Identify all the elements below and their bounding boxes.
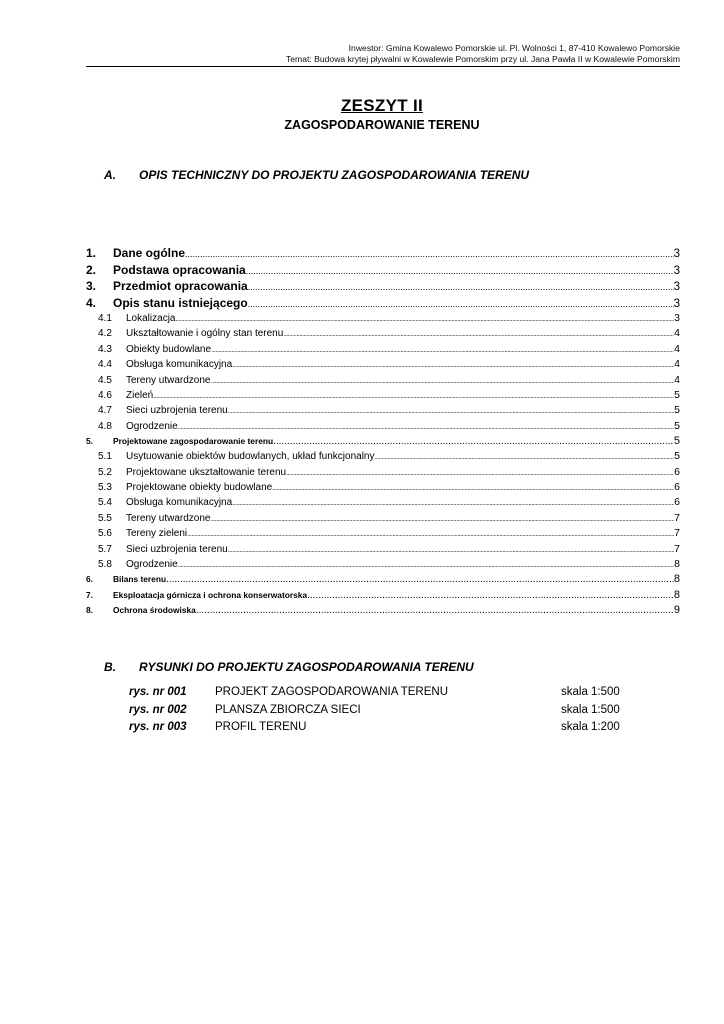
drawing-ref: rys. nr 002 bbox=[129, 703, 187, 716]
toc-entry[interactable] bbox=[86, 589, 680, 604]
toc-entry-page: 3 bbox=[673, 248, 680, 260]
toc-entry-number: 1. bbox=[86, 246, 97, 260]
drawing-name: PROFIL TERENU bbox=[215, 721, 307, 733]
toc-entry[interactable] bbox=[86, 466, 680, 481]
section-b-letter: B. bbox=[104, 660, 116, 674]
toc-leader-dots bbox=[248, 299, 674, 309]
drawing-ref: rys. nr 001 bbox=[129, 686, 187, 698]
toc-entry-title: Sieci uzbrojenia terenu bbox=[126, 543, 228, 555]
toc-leader-dots bbox=[166, 574, 674, 585]
toc-entry-number: 4. bbox=[86, 295, 97, 310]
toc-entry-page: 3 bbox=[673, 297, 680, 310]
toc-leader-dots bbox=[196, 605, 674, 616]
toc-entry-number: 5. bbox=[86, 436, 93, 447]
drawing-row bbox=[129, 686, 641, 704]
toc-entry-number: 5.5 bbox=[98, 512, 112, 524]
toc-entry[interactable] bbox=[86, 404, 680, 419]
toc-leader-dots bbox=[211, 516, 675, 523]
header-investor: Inwestor: Gmina Kowalewo Pomorskie ul. Pl. Wolności 1, 87-410 Kowalewo Pomorskie bbox=[348, 43, 680, 53]
toc-entry[interactable] bbox=[86, 558, 680, 573]
toc-entry-page: 7 bbox=[674, 527, 680, 540]
toc-entry[interactable] bbox=[86, 543, 680, 558]
toc-entry-page: 7 bbox=[674, 511, 680, 524]
toc-entry-number: 4.1 bbox=[98, 313, 112, 324]
toc-entry[interactable] bbox=[86, 496, 680, 511]
toc-entry-title: Ukształtowanie i ogólny stan terenu bbox=[126, 328, 284, 340]
toc-entry[interactable] bbox=[86, 246, 680, 263]
page-header bbox=[286, 43, 680, 65]
toc-entry-title: Ochrona środowiska bbox=[113, 604, 196, 615]
toc-entry-title: Tereny zieleni bbox=[126, 528, 188, 540]
toc-entry[interactable] bbox=[86, 312, 680, 327]
document-title: ZESZYT II bbox=[340, 96, 424, 115]
toc-entry[interactable] bbox=[86, 374, 680, 389]
toc-leader-dots bbox=[228, 547, 674, 554]
toc-entry[interactable] bbox=[86, 358, 680, 373]
header-divider bbox=[86, 66, 680, 67]
drawing-row bbox=[129, 704, 641, 722]
toc-entry-number: 5.8 bbox=[98, 559, 112, 571]
toc-entry-number: 4.7 bbox=[98, 405, 112, 417]
toc-entry-number: 4.2 bbox=[98, 328, 112, 340]
toc-entry-title: Obiekty budowlane bbox=[126, 343, 212, 355]
toc-entry-page: 7 bbox=[674, 542, 680, 555]
toc-entry[interactable] bbox=[86, 527, 680, 542]
toc-entry-page: 6 bbox=[674, 481, 680, 494]
toc-entry-page: 3 bbox=[674, 312, 680, 324]
toc-entry[interactable] bbox=[86, 604, 680, 619]
toc-entry-number: 5.7 bbox=[98, 543, 112, 555]
toc-leader-dots bbox=[178, 424, 674, 431]
toc-entry[interactable] bbox=[86, 435, 680, 450]
toc-leader-dots bbox=[185, 249, 674, 259]
drawing-scale: skala 1:500 bbox=[561, 686, 620, 698]
toc-entry[interactable] bbox=[86, 263, 680, 280]
toc-leader-dots bbox=[153, 393, 674, 400]
drawing-scale: skala 1:500 bbox=[561, 703, 620, 716]
toc-entry-page: 3 bbox=[673, 264, 680, 277]
toc-entry-number: 4.4 bbox=[98, 359, 112, 371]
toc-entry-title: Zieleń bbox=[126, 389, 154, 401]
toc-entry-number: 5.2 bbox=[98, 466, 112, 478]
toc-leader-dots bbox=[187, 531, 674, 538]
toc-entry-title: Obsługa komunikacyjna bbox=[126, 359, 233, 371]
drawing-name: PLANSZA ZBIORCZA SIECI bbox=[215, 703, 361, 716]
toc-entry[interactable] bbox=[86, 573, 680, 588]
toc-entry[interactable] bbox=[86, 481, 680, 496]
toc-entry-page: 4 bbox=[674, 373, 680, 386]
toc-entry[interactable] bbox=[86, 327, 680, 342]
toc-entry[interactable] bbox=[86, 512, 680, 527]
toc-leader-dots bbox=[211, 378, 675, 385]
section-a-text: OPIS TECHNICZNY DO PROJEKTU ZAGOSPODAROWANIA TERENU bbox=[139, 168, 530, 182]
toc-entry-page: 5 bbox=[674, 450, 680, 463]
toc-leader-dots bbox=[228, 408, 674, 415]
toc-entry-page: 4 bbox=[674, 358, 680, 371]
toc-entry-title: Tereny utwardzone bbox=[126, 374, 211, 386]
toc-entry-title: Sieci uzbrojenia terenu bbox=[126, 405, 228, 417]
toc-entry[interactable] bbox=[86, 296, 680, 313]
toc-leader-dots bbox=[273, 436, 674, 447]
toc-entry-title: Ogrodzenie bbox=[126, 559, 178, 571]
toc-leader-dots bbox=[248, 282, 674, 292]
drawing-name: PROJEKT ZAGOSPODAROWANIA TERENU bbox=[215, 686, 449, 698]
toc-entry-title: Podstawa opracowania bbox=[113, 262, 246, 277]
toc-leader-dots bbox=[246, 266, 674, 276]
toc-entry-number: 4.8 bbox=[98, 420, 112, 432]
toc-entry-title: Lokalizacja bbox=[126, 313, 176, 324]
header-topic: Temat: Budowa krytej pływalni w Kowalewie Pomorskim przy ul. Jana Pawła II w Kowalewie Pomorskim bbox=[285, 54, 680, 64]
document-subtitle: ZAGOSPODAROWANIE TERENU bbox=[284, 118, 480, 132]
toc-entry-title: Tereny utwardzone bbox=[126, 512, 211, 524]
toc-entry-number: 3. bbox=[86, 279, 97, 293]
table-of-contents bbox=[86, 246, 680, 619]
toc-entry[interactable] bbox=[86, 450, 680, 465]
section-a-letter: A. bbox=[104, 168, 116, 182]
toc-entry-title: Projektowane zagospodarowanie terenu bbox=[113, 436, 274, 447]
toc-leader-dots bbox=[374, 454, 674, 461]
toc-entry-page: 6 bbox=[674, 465, 680, 478]
toc-entry[interactable] bbox=[86, 279, 680, 296]
toc-entry-number: 6. bbox=[86, 574, 93, 585]
toc-entry-number: 4.3 bbox=[98, 343, 112, 355]
toc-leader-dots bbox=[175, 316, 674, 323]
toc-entry-page: 8 bbox=[673, 588, 680, 601]
toc-entry-title: Bilans terenu bbox=[113, 574, 167, 585]
toc-entry-title: Obsługa komunikacyjna bbox=[126, 497, 233, 509]
section-b-heading bbox=[104, 660, 474, 674]
toc-entry-title: Projektowane ukształtowanie terenu bbox=[126, 466, 287, 478]
toc-entry-page: 8 bbox=[673, 573, 680, 586]
toc-entry-page: 4 bbox=[674, 327, 680, 340]
toc-entry-page: 3 bbox=[673, 281, 680, 293]
toc-entry-number: 2. bbox=[86, 262, 97, 277]
toc-leader-dots bbox=[307, 590, 674, 601]
toc-entry-page: 8 bbox=[674, 558, 680, 571]
toc-entry-page: 4 bbox=[674, 342, 680, 355]
toc-entry-title: Eksploatacja górnicza i ochrona konserwatorska bbox=[113, 589, 308, 600]
toc-entry[interactable] bbox=[86, 420, 680, 435]
toc-entry-number: 7. bbox=[86, 589, 93, 600]
toc-entry-number: 4.6 bbox=[98, 389, 112, 401]
toc-entry-number: 5.4 bbox=[98, 497, 112, 509]
toc-entry-number: 4.5 bbox=[98, 374, 112, 386]
section-a-heading bbox=[104, 168, 529, 182]
toc-entry-page: 5 bbox=[674, 388, 680, 401]
toc-entry-title: Opis stanu istniejącego bbox=[113, 295, 248, 310]
section-b-text: RYSUNKI DO PROJEKTU ZAGOSPODAROWANIA TERENU bbox=[139, 660, 474, 674]
toc-entry-number: 5.3 bbox=[98, 482, 112, 494]
toc-leader-dots bbox=[283, 331, 674, 338]
toc-entry-page: 5 bbox=[673, 435, 680, 448]
toc-entry-page: 5 bbox=[674, 404, 680, 417]
toc-leader-dots bbox=[211, 347, 674, 354]
toc-entry-number: 5.1 bbox=[98, 451, 112, 463]
toc-entry-page: 9 bbox=[673, 603, 680, 616]
toc-leader-dots bbox=[178, 562, 674, 569]
toc-entry-page: 6 bbox=[674, 496, 680, 509]
toc-entry-title: Dane ogólne bbox=[113, 246, 186, 260]
toc-leader-dots bbox=[232, 500, 674, 507]
toc-entry[interactable] bbox=[86, 343, 680, 358]
toc-entry-title: Przedmiot opracowania bbox=[113, 279, 248, 293]
toc-entry[interactable] bbox=[86, 389, 680, 404]
toc-entry-title: Usytuowanie obiektów budowlanych, układ funkcjonalny bbox=[126, 451, 375, 463]
drawing-scale: skala 1:200 bbox=[561, 721, 620, 733]
toc-entry-page: 5 bbox=[674, 419, 680, 432]
toc-entry-title: Ogrodzenie bbox=[126, 420, 178, 432]
toc-entry-number: 8. bbox=[86, 604, 93, 615]
drawing-row bbox=[129, 721, 641, 739]
toc-entry-title: Projektowane obiekty budowlane bbox=[126, 482, 273, 494]
toc-entry-number: 5.6 bbox=[98, 528, 112, 540]
toc-leader-dots bbox=[286, 470, 674, 477]
drawing-ref: rys. nr 003 bbox=[129, 721, 187, 733]
toc-leader-dots bbox=[232, 362, 674, 369]
drawings-list bbox=[129, 686, 641, 739]
toc-leader-dots bbox=[272, 485, 674, 492]
